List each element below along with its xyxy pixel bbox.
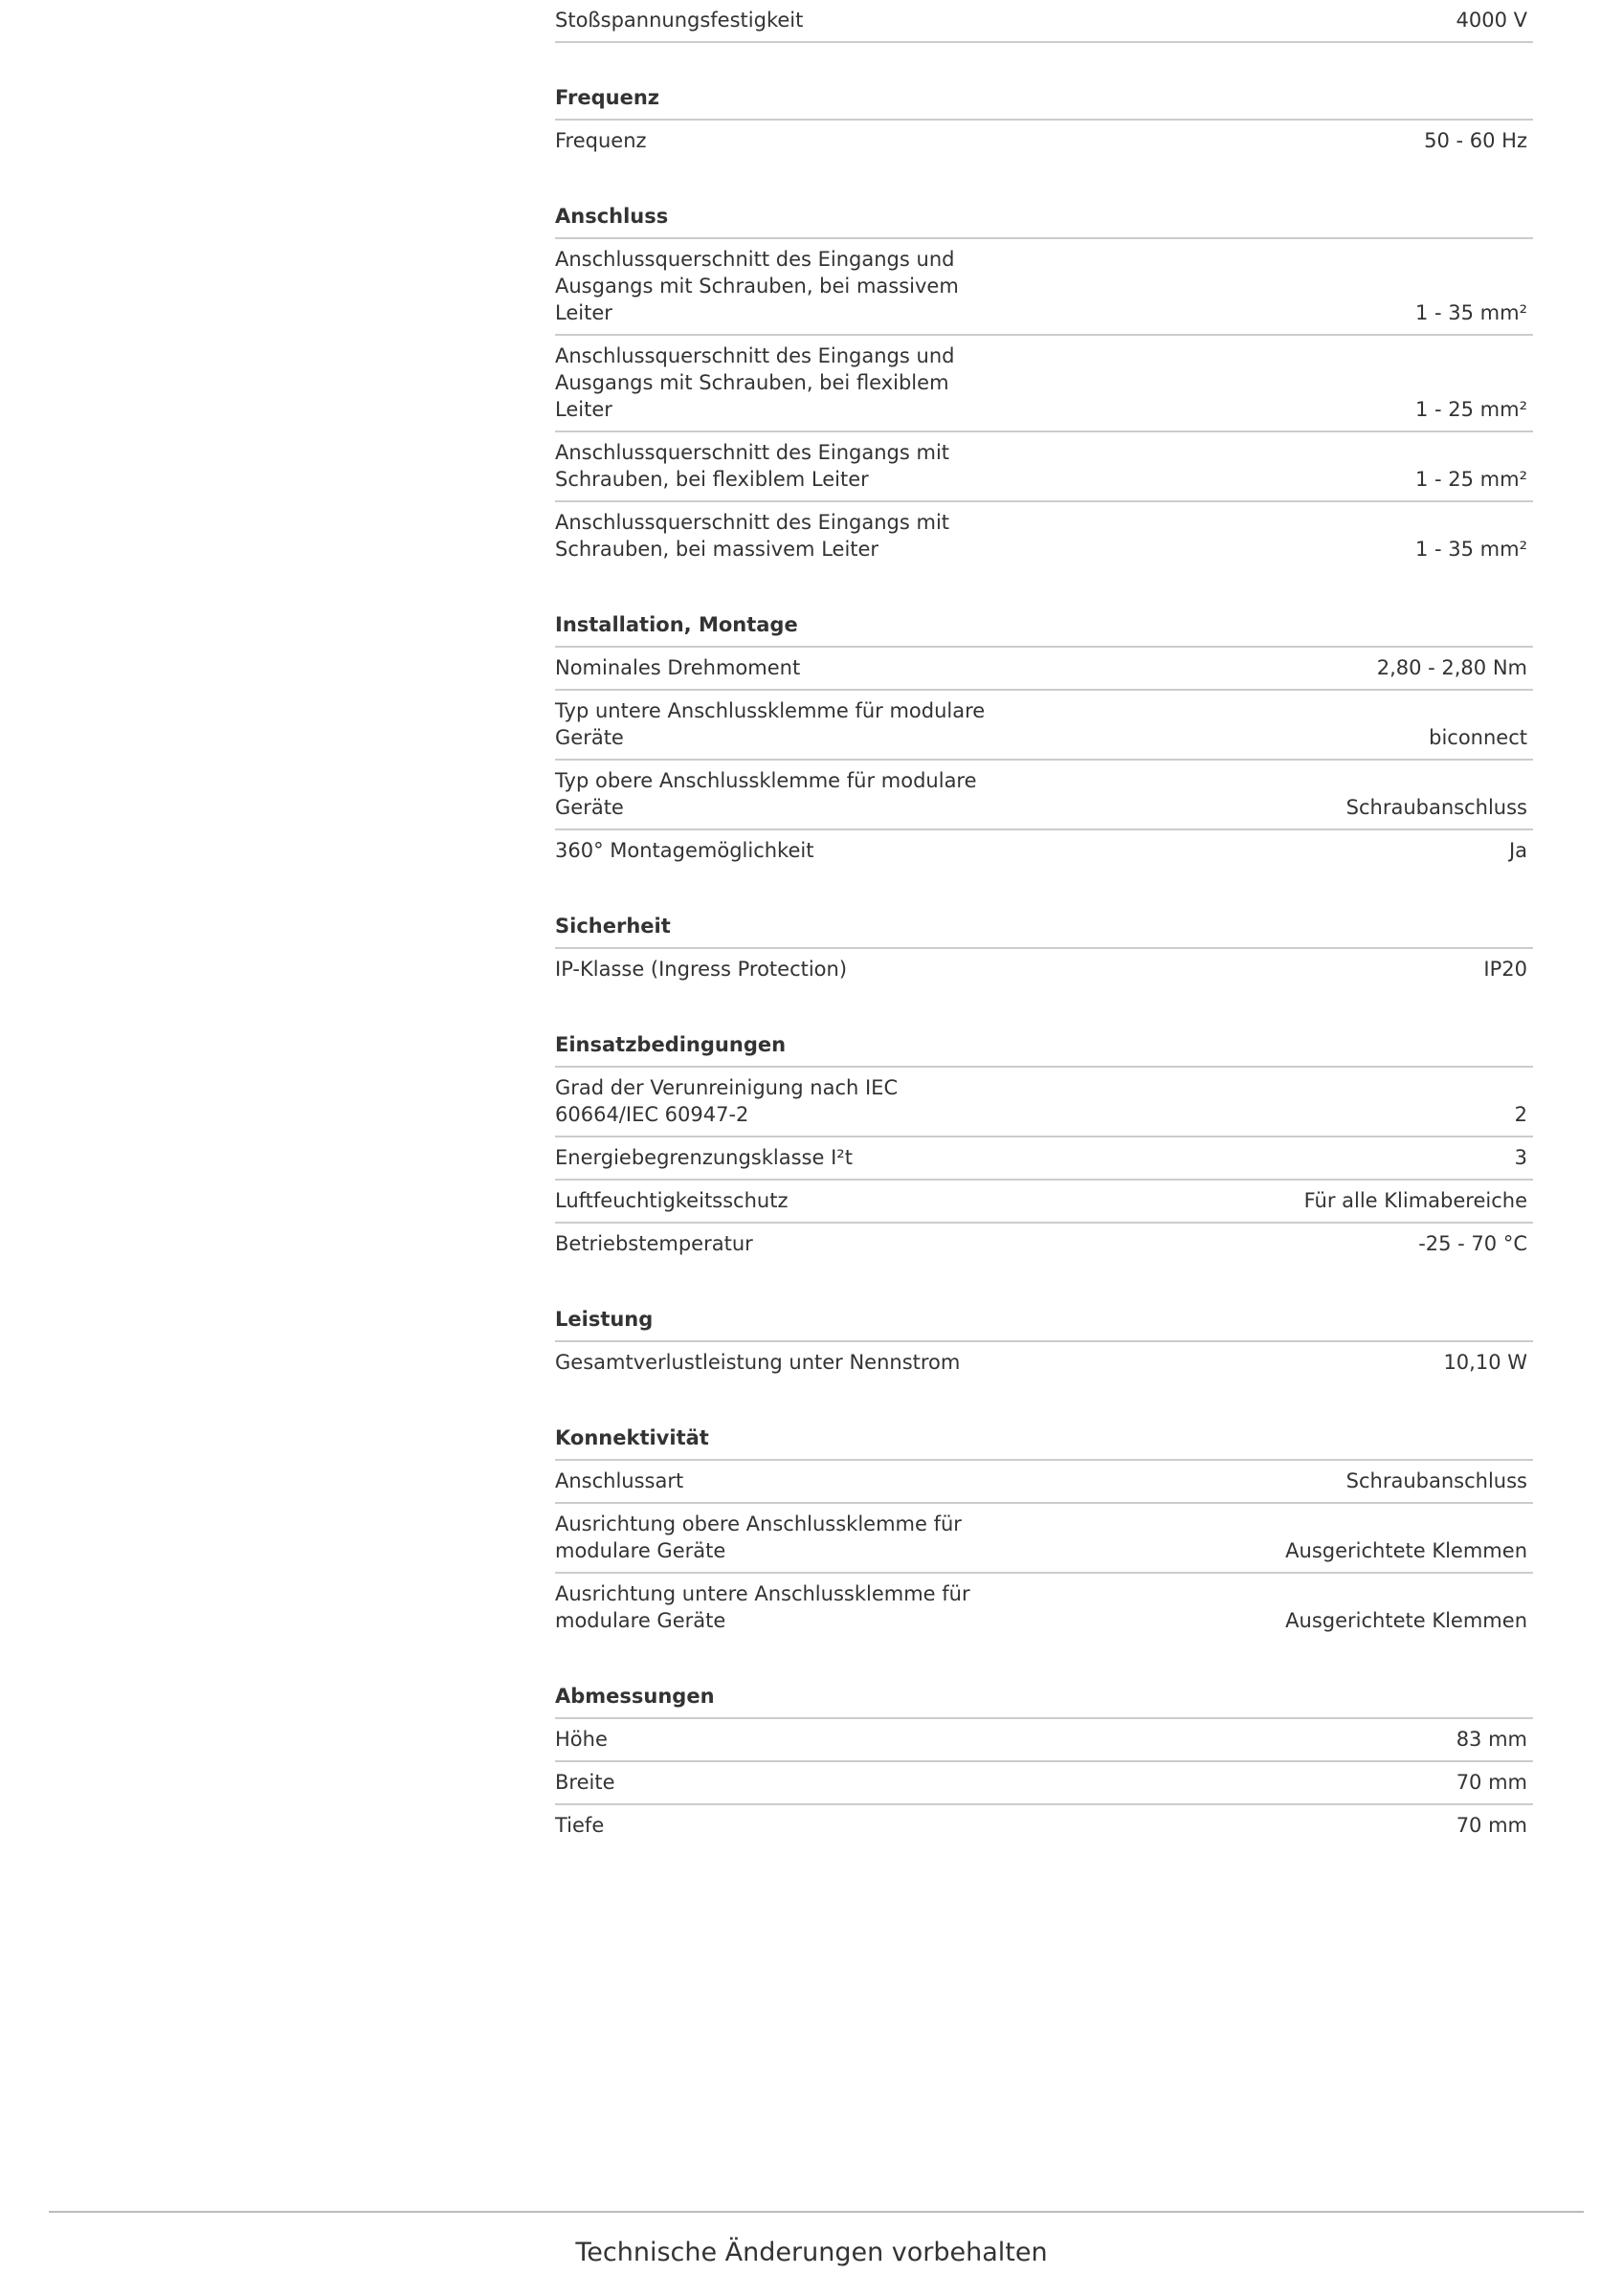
spec-value: 1 - 35 mm² — [1414, 301, 1527, 324]
spec-section — [555, 905, 1533, 990]
spec-table — [555, 0, 1533, 1846]
spec-section — [555, 1675, 1533, 1846]
spec-label: 360° Montagemöglichkeit — [555, 839, 814, 862]
spec-value: 1 - 35 mm² — [1414, 538, 1527, 561]
spec-row — [555, 1461, 1533, 1504]
section-title: Sicherheit — [555, 905, 1533, 949]
spec-section — [555, 1417, 1533, 1642]
spec-sections — [555, 77, 1533, 1846]
spec-label: Gesamtverlustleistung unter Nennstrom — [555, 1351, 961, 1374]
spec-label: Tiefe — [555, 1814, 605, 1837]
spec-row — [555, 1504, 1533, 1574]
spec-value: 50 - 60 Hz — [1424, 129, 1527, 152]
spec-row — [555, 1342, 1533, 1383]
spec-row — [555, 1137, 1533, 1181]
spec-row — [555, 830, 1533, 872]
spec-value: Ausgerichtete Klemmen — [1285, 1609, 1527, 1632]
spec-row — [555, 432, 1533, 502]
spec-value: Für alle Klimabereiche — [1303, 1189, 1527, 1212]
spec-section — [555, 604, 1533, 872]
spec-value: biconnect — [1429, 726, 1527, 749]
spec-label: Anschlussquerschnitt des Eingangs mit Schrauben, bei flexiblem Leiter — [555, 441, 950, 491]
spec-row — [555, 239, 1533, 336]
spec-label: Ausrichtung untere Anschlussklemme für modulare Geräte — [555, 1582, 970, 1632]
section-title: Frequenz — [555, 77, 1533, 121]
section-title: Installation, Montage — [555, 604, 1533, 648]
spec-row — [555, 1762, 1533, 1805]
spec-label: Nominales Drehmoment — [555, 656, 801, 679]
spec-row — [555, 648, 1533, 691]
spec-label: Breite — [555, 1771, 615, 1794]
spec-value: -25 - 70 °C — [1418, 1232, 1527, 1255]
spec-label: Frequenz — [555, 129, 647, 152]
spec-label: Typ obere Anschlussklemme für modulare Geräte — [555, 769, 977, 819]
section-title: Abmessungen — [555, 1675, 1533, 1719]
spec-value: Ja — [1508, 839, 1527, 862]
spec-label: Typ untere Anschlussklemme für modulare Geräte — [555, 699, 986, 749]
spec-label: Anschlussquerschnitt des Eingangs und Ausgangs mit Schrauben, bei flexiblem Leiter — [555, 344, 955, 421]
spec-label: Höhe — [555, 1728, 608, 1751]
spec-label: Stoßspannungsfestigkeit — [555, 9, 804, 32]
spec-row — [555, 336, 1533, 432]
spec-value: Schraubanschluss — [1345, 1469, 1527, 1492]
spec-row — [555, 1719, 1533, 1762]
spec-row — [555, 502, 1533, 570]
spec-label: Energiebegrenzungsklasse I²t — [555, 1146, 853, 1169]
spec-value: 2,80 - 2,80 Nm — [1376, 656, 1527, 679]
spec-value: 4000 V — [1456, 9, 1527, 32]
spec-value: IP20 — [1483, 958, 1527, 981]
spec-label: Anschlussquerschnitt des Eingangs mit Schrauben, bei massivem Leiter — [555, 511, 950, 561]
spec-section — [555, 1298, 1533, 1383]
spec-label: Betriebstemperatur — [555, 1232, 753, 1255]
spec-value: 70 mm — [1456, 1771, 1527, 1794]
spec-section — [555, 195, 1533, 570]
spec-row — [555, 949, 1533, 990]
section-title: Leistung — [555, 1298, 1533, 1342]
spec-value: 2 — [1514, 1103, 1527, 1126]
spec-row — [555, 0, 1533, 43]
footer-divider — [49, 2211, 1584, 2213]
spec-label: Ausrichtung obere Anschlussklemme für modulare Geräte — [555, 1512, 962, 1562]
spec-value: 1 - 25 mm² — [1414, 468, 1527, 491]
section-title: Konnektivität — [555, 1417, 1533, 1461]
spec-row — [555, 691, 1533, 761]
spec-value: 3 — [1514, 1146, 1527, 1169]
spec-row — [555, 1805, 1533, 1846]
spec-row — [555, 761, 1533, 830]
section-title: Anschluss — [555, 195, 1533, 239]
spec-label: Anschlussquerschnitt des Eingangs und Ausgangs mit Schrauben, bei massivem Leiter — [555, 248, 959, 324]
spec-section — [555, 1024, 1533, 1265]
spec-value: 83 mm — [1456, 1728, 1527, 1751]
spec-row — [555, 1574, 1533, 1642]
spec-label: IP-Klasse (Ingress Protection) — [555, 958, 848, 981]
spec-label: Anschlussart — [555, 1469, 684, 1492]
spec-row — [555, 1068, 1533, 1137]
spec-section — [555, 77, 1533, 162]
spec-value: 10,10 W — [1443, 1351, 1527, 1374]
spec-value: 1 - 25 mm² — [1414, 398, 1527, 421]
spec-value: 70 mm — [1456, 1814, 1527, 1837]
spec-label: Grad der Verunreinigung nach IEC 60664/IEC 60947-2 — [555, 1076, 899, 1126]
section-title: Einsatzbedingungen — [555, 1024, 1533, 1068]
spec-row — [555, 1224, 1533, 1265]
spec-value: Ausgerichtete Klemmen — [1285, 1539, 1527, 1562]
spec-row — [555, 121, 1533, 162]
spec-label: Luftfeuchtigkeitsschutz — [555, 1189, 789, 1212]
footer-note: Technische Änderungen vorbehalten — [575, 2238, 1048, 2267]
spec-value: Schraubanschluss — [1345, 796, 1527, 819]
spec-row — [555, 1181, 1533, 1224]
